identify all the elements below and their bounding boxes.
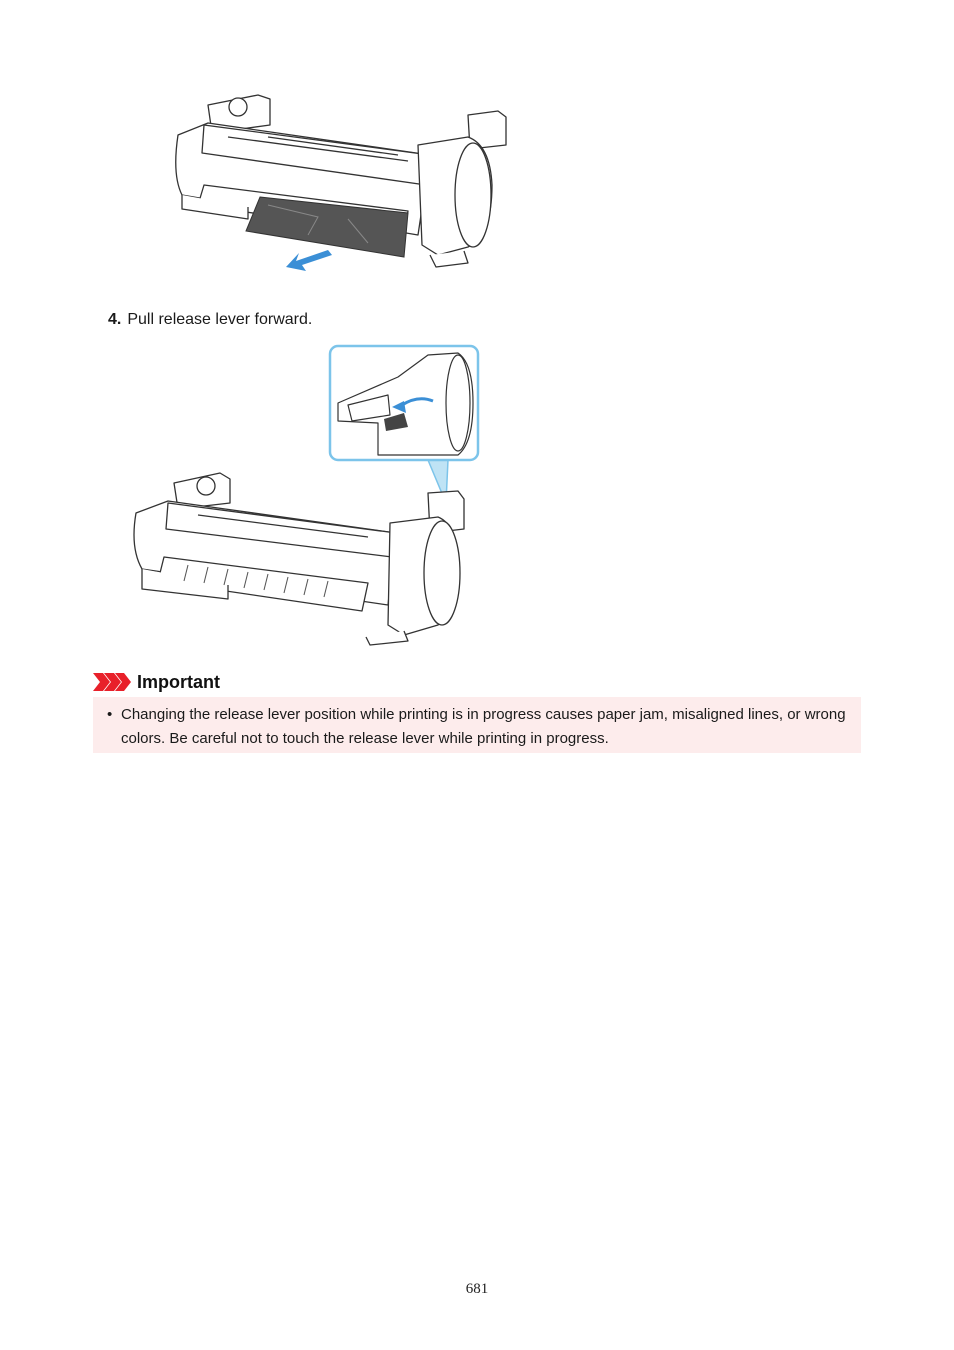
important-text: Changing the release lever position while printing is in progress causes paper jam, misaligned lines, or wrong colors. Be careful not to touch the release lever while printing in progress. [121, 706, 846, 747]
printer-jam-illustration [168, 85, 513, 280]
step-4 [108, 310, 312, 330]
important-heading [93, 671, 220, 693]
important-box [93, 697, 861, 753]
bullet: • [107, 706, 113, 723]
step-number: 4. [108, 311, 122, 328]
important-title: Important [137, 671, 220, 692]
step-text: Pull release lever forward. [127, 311, 313, 328]
release-lever-illustration [128, 343, 483, 648]
important-chevron-icon [93, 673, 131, 691]
list-item [107, 703, 847, 751]
page-number: 681 [465, 1281, 489, 1297]
